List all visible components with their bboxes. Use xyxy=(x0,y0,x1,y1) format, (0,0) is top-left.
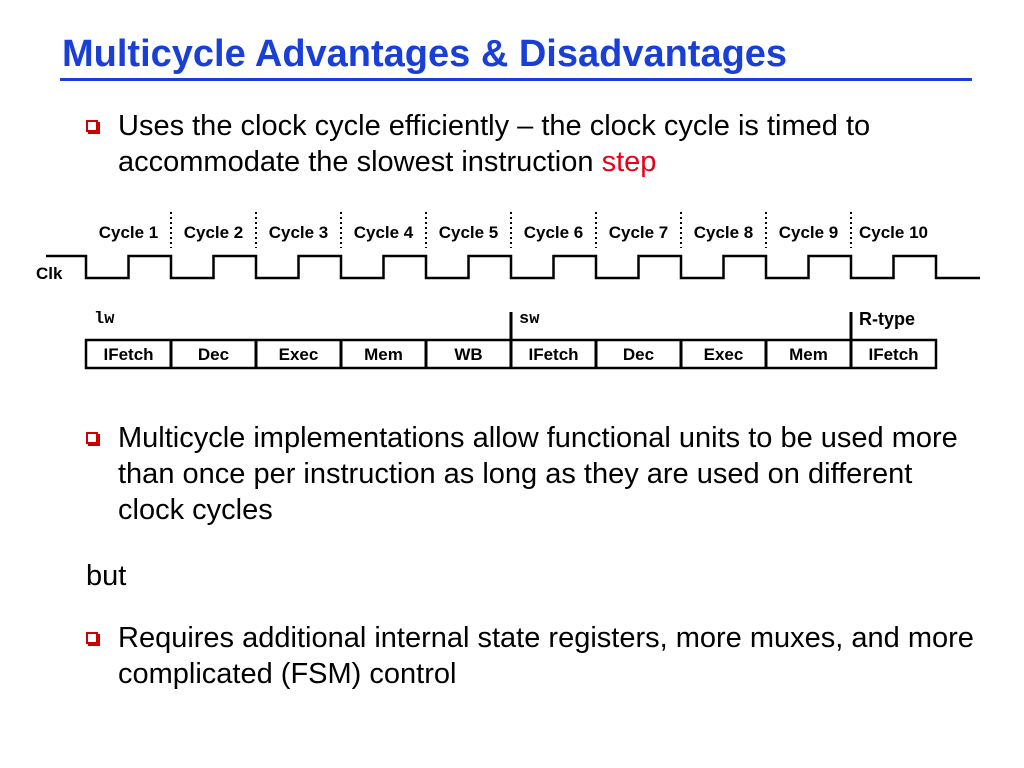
cycle-label: Cycle 1 xyxy=(98,223,159,242)
cycle-label: Cycle 7 xyxy=(608,223,669,242)
stage-label: Mem xyxy=(364,345,403,364)
cycle-label: Cycle 8 xyxy=(693,223,754,242)
cycle-label: Cycle 9 xyxy=(778,223,839,242)
cycle-label: Cycle 5 xyxy=(438,223,499,242)
stage-label: IFetch xyxy=(528,345,579,364)
stage-label: WB xyxy=(454,345,483,364)
instruction-label: sw xyxy=(519,310,540,329)
bullet-3 xyxy=(86,620,986,692)
cycle-label: Cycle 3 xyxy=(268,223,329,242)
instruction-label: R-type xyxy=(859,309,916,329)
bullet-marker-icon xyxy=(86,632,98,644)
clock-label: Clk xyxy=(36,264,63,283)
bullet-2-text: Multicycle implementations allow functional units to be used more than once per instruction as long as they are used on different clock cycles xyxy=(118,422,958,526)
stage-label: Exec xyxy=(703,345,744,364)
clock-waveform xyxy=(46,256,980,278)
stage-label: Dec xyxy=(622,345,655,364)
instruction-labels xyxy=(94,309,915,329)
cycle-label: Cycle 2 xyxy=(183,223,244,242)
cycle-label: Cycle 10 xyxy=(859,223,928,242)
bullet-marker-icon xyxy=(86,432,98,444)
stage-label: IFetch xyxy=(103,345,154,364)
stage-label: Mem xyxy=(789,345,828,364)
cycle-label: Cycle 6 xyxy=(523,223,584,242)
bullet-3-text: Requires additional internal state registers, more muxes, and more complicated (FSM) control xyxy=(118,622,974,690)
instruction-label: lw xyxy=(94,310,115,329)
but-text: but xyxy=(86,560,127,592)
stage-label: IFetch xyxy=(868,345,919,364)
bullet-1-text: Uses the clock cycle efficiently – the clock cycle is timed to accommodate the slowest instruction xyxy=(118,110,871,178)
bullet-1-highlight: step xyxy=(601,146,657,178)
stage-label: Dec xyxy=(197,345,230,364)
stage-label: Exec xyxy=(278,345,319,364)
cycle-labels xyxy=(99,223,928,242)
cycle-label: Cycle 4 xyxy=(353,223,414,242)
slide-title-text: Multicycle Advantages & Disadvantages xyxy=(62,33,788,75)
bullet-2 xyxy=(86,420,986,528)
stage-dividers xyxy=(171,340,851,368)
